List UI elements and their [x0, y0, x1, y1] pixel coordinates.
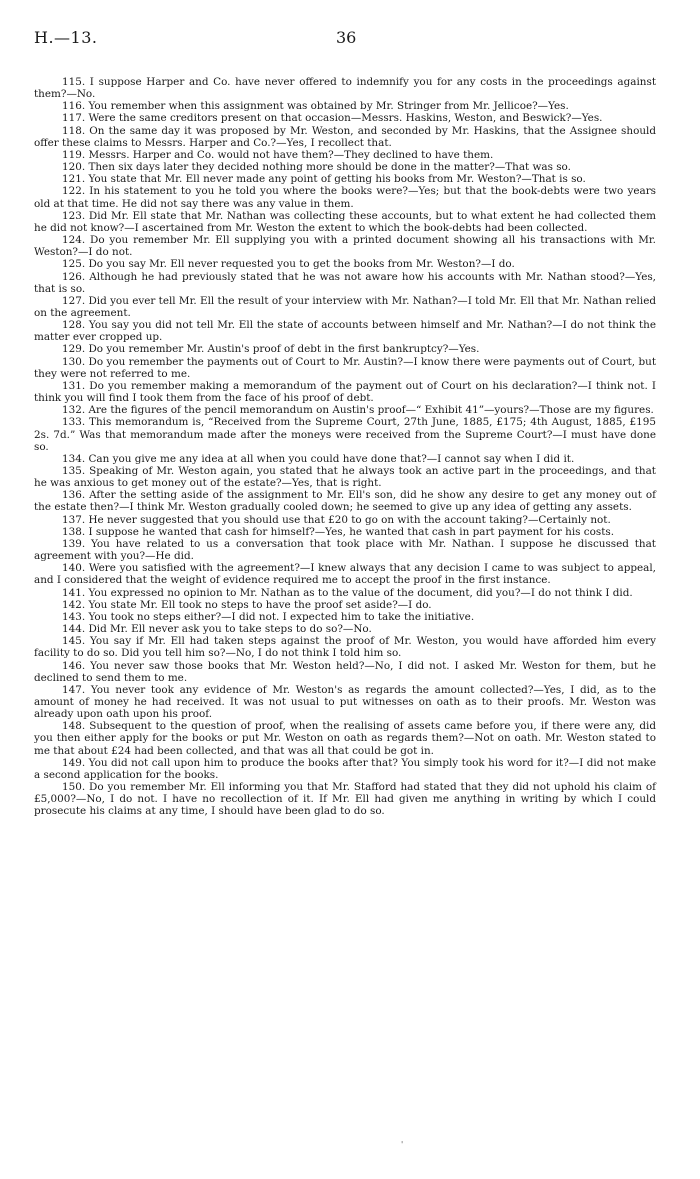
- question-answer-paragraph: 119. Messrs. Harper and Co. would not have them?—They declined to have them.: [62, 148, 494, 161]
- document-reference: H.—13.: [34, 28, 98, 47]
- question-answer-paragraph: 140. Were you satisfied with the agreement?—I knew always that any decision I came to was subject to appeal, and I considered that the weight of evidence required me to accept the proof in the first instance.: [34, 562, 656, 587]
- question-answer-paragraph: 135. Speaking of Mr. Weston again, you stated that he always took an active part in the proceedings, and that he was anxious to get money out of the estate?—Yes, that is right.: [34, 465, 656, 490]
- question-answer-paragraph: 148. Subsequent to the question of proof, when the realising of assets came before you, if there were any, did you then either apply for the books or put Mr. Weston on oath as regards them?—Not on oath. Mr. Weston stated to me that about £24 had been collected, and that was all that could be got in.: [34, 720, 656, 757]
- question-answer-paragraph: 115. I suppose Harper and Co. have never offered to indemnify you for any costs in the proceedings against them?—No.: [34, 76, 656, 101]
- question-answer-paragraph: 146. You never saw those books that Mr. Weston held?—No, I did not. I asked Mr. Weston for them, but he declined to send them to me.: [34, 659, 656, 684]
- question-answer-paragraph: 133. This memorandum is, “Received from the Supreme Court, 27th June, 1885, £175; 4th August, 1885, £195 2s. 7d.” Was that memorandum made after the moneys were received from the Supreme Court?—I must have done so.: [34, 416, 656, 453]
- question-answer-paragraph: 122. In his statement to you he told you where the books were?—Yes; but that the book-debts were two years old at that time. He did not say there was any value in them.: [34, 185, 656, 210]
- document-body: [34, 76, 656, 818]
- question-answer-paragraph: 117. Were the same creditors present on that occasion—Messrs. Haskins, Weston, and Beswick?—Yes.: [62, 112, 603, 125]
- question-answer-paragraph: 149. You did not call upon him to produce the books after that? You simply took his word for it?—I did not make a second application for the books.: [34, 756, 656, 781]
- question-answer-paragraph: 137. He never suggested that you should use that £20 to go on with the account taking?—Certainly not.: [62, 513, 611, 526]
- question-answer-paragraph: 118. On the same day it was proposed by Mr. Weston, and seconded by Mr. Haskins, that the Assignee should offer these claims to Messrs. Harper and Co.?—Yes, I recollect that.: [34, 124, 656, 149]
- question-answer-paragraph: 147. You never took any evidence of Mr. Weston's as regards the amount collected?—Yes, I did, as to the amount of money he had received. It was not usual to put witnesses on oath as to their proofs. Mr. Weston was already upon oath upon his proof.: [34, 683, 656, 721]
- question-answer-paragraph: 132. Are the figures of the pencil memorandum on Austin's proof—“ Exhibit 41”—yours?—Those are my figures.: [62, 404, 654, 417]
- question-answer-paragraph: 143. You took no steps either?—I did not. I expected him to take the initiative.: [62, 610, 475, 623]
- question-answer-paragraph: 139. You have related to us a conversation that took place with Mr. Nathan. I suppose he discussed that agreement with you?—He did.: [34, 537, 656, 563]
- question-answer-paragraph: 150. Do you remember Mr. Ell informing you that Mr. Stafford had stated that they did not uphold his claim of £5,000?—No, I do not. I have no recollection of it. If Mr. Ell had given me anything in writing by which I could prosecute his claims at any time, I should have been glad to do so.: [34, 781, 656, 818]
- question-answer-paragraph: 128. You say you did not tell Mr. Ell the state of accounts between himself and Mr. Nathan?—I do not think the matter ever cropped up.: [34, 319, 656, 344]
- question-answer-paragraph: 145. You say if Mr. Ell had taken steps against the proof of Mr. Weston, you would have afforded him every facility to do so. Did you tell him so?—No, I do not think I told him so.: [34, 635, 656, 660]
- question-answer-paragraph: 134. Can you give me any idea at all when you could have done that?—I cannot say when I did it.: [62, 452, 575, 465]
- page-header: [34, 28, 656, 54]
- question-answer-paragraph: 129. Do you remember Mr. Austin's proof of debt in the first bankruptcy?—Yes.: [62, 343, 480, 356]
- question-answer-paragraph: 138. I suppose he wanted that cash for himself?—Yes, he wanted that cash in part payment for his costs.: [62, 525, 615, 538]
- question-answer-paragraph: 121. You state that Mr. Ell never made any point of getting his books from Mr. Weston?—That is so.: [62, 173, 586, 186]
- question-answer-paragraph: 136. After the setting aside of the assignment to Mr. Ell's son, did he show any desire to get any money out of the estate then?—I think Mr. Weston gradually cooled down; he seemed to give up any idea of getting any assets.: [34, 489, 656, 514]
- question-answer-paragraph: 120. Then six days later they decided nothing more should be done in the matter?—That was so.: [62, 161, 571, 174]
- page-number: 36: [336, 28, 357, 47]
- question-answer-paragraph: 124. Do you remember Mr. Ell supplying you with a printed document showing all his transactions with Mr. Weston?—I do not.: [34, 234, 656, 259]
- question-answer-paragraph: 142. You state Mr. Ell took no steps to have the proof set aside?—I do.: [62, 598, 432, 611]
- print-mark: ': [401, 1140, 404, 1149]
- question-answer-paragraph: 125. Do you say Mr. Ell never requested you to get the books from Mr. Weston?—I do.: [62, 258, 515, 271]
- question-answer-paragraph: 130. Do you remember the payments out of Court to Mr. Austin?—I know there were payments out of Court, but they were not referred to me.: [34, 355, 656, 380]
- question-answer-paragraph: 116. You remember when this assignment was obtained by Mr. Stringer from Mr. Jellicoe?—Yes.: [62, 100, 569, 113]
- question-answer-paragraph: 123. Did Mr. Ell state that Mr. Nathan was collecting these accounts, but to what extent he had collected them he did not know?—I ascertained from Mr. Weston the extent to which the book-debts had been collected.: [34, 209, 656, 234]
- question-answer-paragraph: 127. Did you ever tell Mr. Ell the result of your interview with Mr. Nathan?—I told Mr. Ell that Mr. Nathan relied on the agreement.: [34, 294, 656, 319]
- question-answer-paragraph: 131. Do you remember making a memorandum of the payment out of Court on his declaration?—I think not. I think you will find I took them from the face of his proof of debt.: [34, 379, 656, 405]
- question-answer-paragraph: 141. You expressed no opinion to Mr. Nathan as to the value of the document, did you?—I do not think I did.: [62, 586, 633, 599]
- question-answer-paragraph: 126. Although he had previously stated that he was not aware how his accounts with Mr. Nathan stood?—Yes, that is so.: [34, 270, 656, 295]
- question-answer-paragraph: 144. Did Mr. Ell never ask you to take steps to do so?—No.: [62, 623, 372, 636]
